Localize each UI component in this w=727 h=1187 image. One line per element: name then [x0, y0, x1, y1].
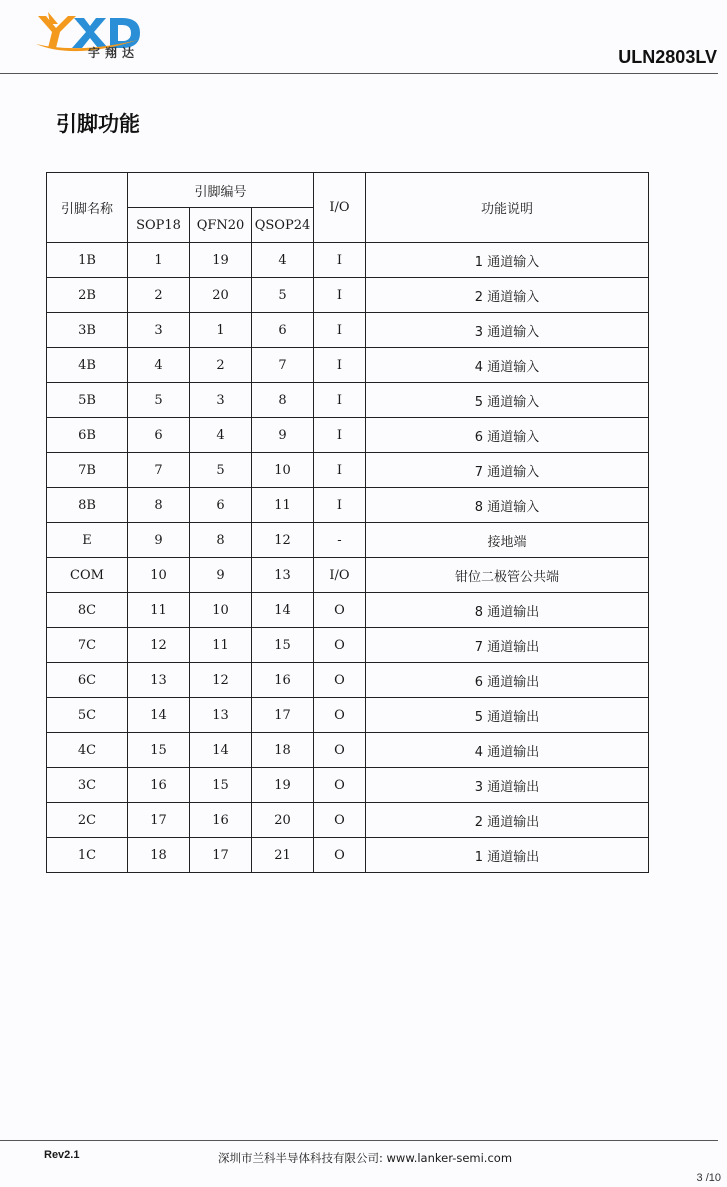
qfn20-value: 9	[190, 558, 252, 593]
footer-divider	[0, 1140, 718, 1141]
sop18-value: 6	[128, 418, 190, 453]
sop18-value: 2	[128, 278, 190, 313]
table-row	[47, 313, 649, 348]
qsop24-value: 5	[252, 278, 314, 313]
io-value: I	[314, 348, 366, 383]
pin-name: 6C	[47, 663, 128, 698]
pin-name: 8B	[47, 488, 128, 523]
header-sop18: SOP18	[128, 208, 190, 243]
header-qfn20: QFN20	[190, 208, 252, 243]
qsop24-value: 12	[252, 523, 314, 558]
function-desc: 钳位二极管公共端	[366, 558, 649, 593]
sop18-value: 7	[128, 453, 190, 488]
pin-name: 5B	[47, 383, 128, 418]
pin-name: E	[47, 523, 128, 558]
table-row	[47, 348, 649, 383]
function-desc: 4 通道输出	[366, 733, 649, 768]
qsop24-value: 7	[252, 348, 314, 383]
qsop24-value: 20	[252, 803, 314, 838]
io-value: O	[314, 838, 366, 873]
table-row	[47, 278, 649, 313]
header-pin-name: 引脚名称	[47, 173, 128, 243]
function-desc: 1 通道输入	[366, 243, 649, 278]
qsop24-value: 14	[252, 593, 314, 628]
pin-name: 6B	[47, 418, 128, 453]
function-desc: 3 通道输出	[366, 768, 649, 803]
function-desc: 4 通道输入	[366, 348, 649, 383]
pin-name: 7C	[47, 628, 128, 663]
header-function: 功能说明	[366, 173, 649, 243]
qsop24-value: 16	[252, 663, 314, 698]
function-desc: 7 通道输出	[366, 628, 649, 663]
pin-name: COM	[47, 558, 128, 593]
pin-name: 5C	[47, 698, 128, 733]
function-desc: 2 通道输入	[366, 278, 649, 313]
sop18-value: 18	[128, 838, 190, 873]
qsop24-value: 6	[252, 313, 314, 348]
qfn20-value: 19	[190, 243, 252, 278]
sop18-value: 8	[128, 488, 190, 523]
section-title: 引脚功能	[56, 112, 140, 136]
function-desc: 8 通道输出	[366, 593, 649, 628]
pin-name: 4B	[47, 348, 128, 383]
function-desc: 6 通道输出	[366, 663, 649, 698]
function-desc: 5 通道输出	[366, 698, 649, 733]
part-number: ULN2803LV	[618, 47, 717, 67]
qsop24-value: 11	[252, 488, 314, 523]
qfn20-value: 14	[190, 733, 252, 768]
company-info: 深圳市兰科半导体科技有限公司: www.lanker-semi.com	[218, 1151, 513, 1165]
sop18-value: 12	[128, 628, 190, 663]
qfn20-value: 16	[190, 803, 252, 838]
qfn20-value: 17	[190, 838, 252, 873]
qfn20-value: 5	[190, 453, 252, 488]
io-value: O	[314, 663, 366, 698]
io-value: I	[314, 278, 366, 313]
sop18-value: 5	[128, 383, 190, 418]
sop18-value: 4	[128, 348, 190, 383]
pin-name: 1C	[47, 838, 128, 873]
io-value: I	[314, 453, 366, 488]
function-desc: 8 通道输入	[366, 488, 649, 523]
pin-name: 8C	[47, 593, 128, 628]
table-row	[47, 558, 649, 593]
revision-label: Rev2.1	[44, 1149, 80, 1161]
qfn20-value: 2	[190, 348, 252, 383]
pin-name: 7B	[47, 453, 128, 488]
page-number: 3 /10	[696, 1172, 721, 1184]
table-row	[47, 663, 649, 698]
io-value: O	[314, 698, 366, 733]
pin-name: 3B	[47, 313, 128, 348]
table-row	[47, 593, 649, 628]
pin-function-table	[46, 172, 649, 873]
io-value: I	[314, 383, 366, 418]
io-value: O	[314, 803, 366, 838]
io-value: I	[314, 313, 366, 348]
header-pin-number: 引脚编号	[128, 173, 314, 208]
table-row	[47, 733, 649, 768]
table-row	[47, 768, 649, 803]
function-desc: 1 通道输出	[366, 838, 649, 873]
logo-wordmark: 宇翔达	[88, 46, 140, 60]
qfn20-value: 3	[190, 383, 252, 418]
table-row	[47, 523, 649, 558]
sop18-value: 9	[128, 523, 190, 558]
sop18-value: 1	[128, 243, 190, 278]
sop18-value: 3	[128, 313, 190, 348]
table-row	[47, 803, 649, 838]
header-io: I/O	[314, 173, 366, 243]
qfn20-value: 8	[190, 523, 252, 558]
qsop24-value: 15	[252, 628, 314, 663]
sop18-value: 13	[128, 663, 190, 698]
qsop24-value: 18	[252, 733, 314, 768]
function-desc: 接地端	[366, 523, 649, 558]
sop18-value: 14	[128, 698, 190, 733]
qfn20-value: 10	[190, 593, 252, 628]
sop18-value: 10	[128, 558, 190, 593]
table-row	[47, 838, 649, 873]
header-divider	[0, 73, 718, 74]
table-row	[47, 383, 649, 418]
pin-name: 4C	[47, 733, 128, 768]
qfn20-value: 4	[190, 418, 252, 453]
io-value: O	[314, 768, 366, 803]
sop18-value: 15	[128, 733, 190, 768]
table-row	[47, 243, 649, 278]
io-value: I/O	[314, 558, 366, 593]
function-desc: 2 通道输出	[366, 803, 649, 838]
io-value: O	[314, 733, 366, 768]
io-value: I	[314, 488, 366, 523]
pin-name: 3C	[47, 768, 128, 803]
pin-name: 1B	[47, 243, 128, 278]
table-row	[47, 698, 649, 733]
qfn20-value: 1	[190, 313, 252, 348]
qsop24-value: 10	[252, 453, 314, 488]
qsop24-value: 13	[252, 558, 314, 593]
io-value: O	[314, 593, 366, 628]
function-desc: 7 通道输入	[366, 453, 649, 488]
table-row	[47, 628, 649, 663]
table-row	[47, 488, 649, 523]
function-desc: 5 通道输入	[366, 383, 649, 418]
sop18-value: 11	[128, 593, 190, 628]
qfn20-value: 12	[190, 663, 252, 698]
qfn20-value: 20	[190, 278, 252, 313]
header-qsop24: QSOP24	[252, 208, 314, 243]
qsop24-value: 21	[252, 838, 314, 873]
qfn20-value: 11	[190, 628, 252, 663]
qfn20-value: 6	[190, 488, 252, 523]
qsop24-value: 8	[252, 383, 314, 418]
pin-name: 2C	[47, 803, 128, 838]
io-value: I	[314, 418, 366, 453]
pin-name: 2B	[47, 278, 128, 313]
function-desc: 3 通道输入	[366, 313, 649, 348]
io-value: O	[314, 628, 366, 663]
table-row	[47, 418, 649, 453]
qsop24-value: 4	[252, 243, 314, 278]
sop18-value: 17	[128, 803, 190, 838]
qsop24-value: 19	[252, 768, 314, 803]
table-row	[47, 453, 649, 488]
io-value: -	[314, 523, 366, 558]
qfn20-value: 13	[190, 698, 252, 733]
qsop24-value: 9	[252, 418, 314, 453]
qsop24-value: 17	[252, 698, 314, 733]
io-value: I	[314, 243, 366, 278]
function-desc: 6 通道输入	[366, 418, 649, 453]
qfn20-value: 15	[190, 768, 252, 803]
sop18-value: 16	[128, 768, 190, 803]
